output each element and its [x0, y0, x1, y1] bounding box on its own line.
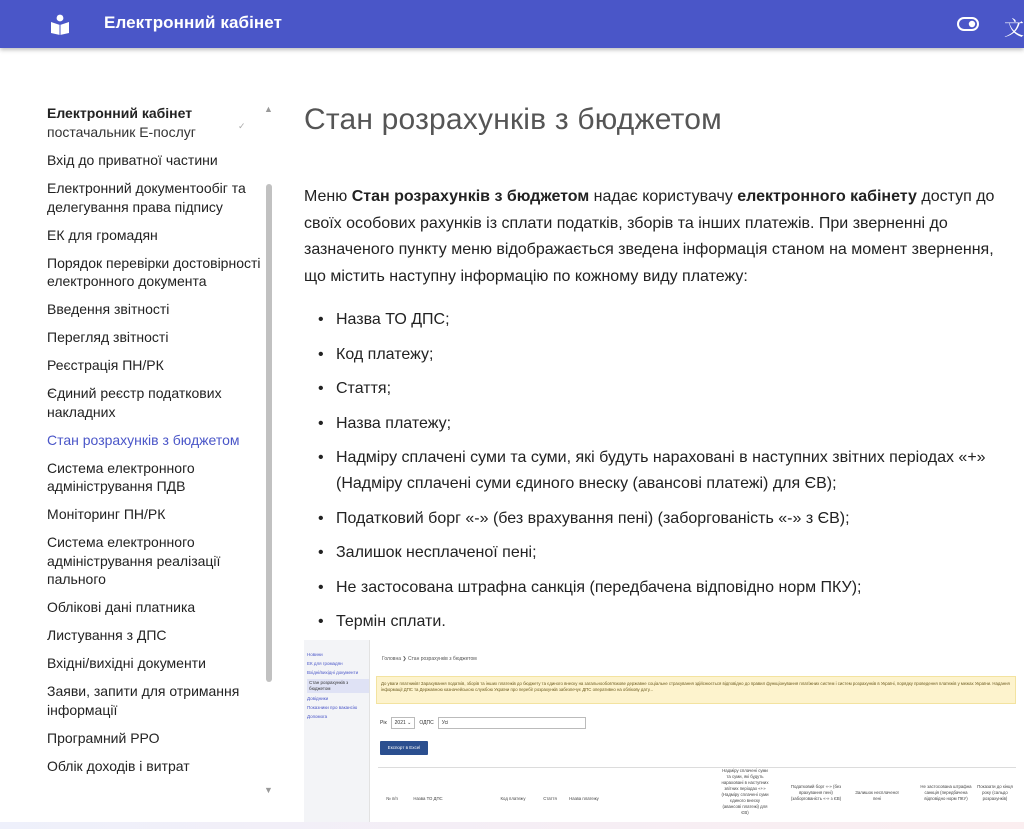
screenshot-year-value: 2021 [394, 720, 406, 726]
sidebar-item[interactable]: Вхідні/вихідні документи [47, 655, 206, 671]
app-title[interactable]: Електронний кабінет [104, 13, 283, 32]
screenshot-export-button: Експорт в Excel [380, 741, 428, 755]
sidebar-item[interactable]: Система електронного адміністрування реалізації пального [47, 534, 221, 587]
screenshot-col: Залишок несплаченої пені [855, 790, 899, 801]
sidebar-item[interactable]: Облікові дані платника [47, 599, 196, 615]
bottom-gradient-strip [0, 822, 1024, 829]
screenshot-side-item: Довідники [307, 696, 329, 701]
screenshot-side-item: Вхідні/вихідні документи [307, 670, 359, 675]
screenshot-side-item: ЕК для громадян [307, 661, 343, 666]
intro-text: доступ до своїх особових рахунків із сплати податків, зборів та інших платежів. При зверненні до зазначеного пункту меню відображається зведена інформація станом на момент звернення, що містить наступну інформацію по кожному виду платежу: [304, 188, 995, 285]
screenshot-col: Назва платежу [569, 796, 599, 801]
sidebar-item[interactable]: Заяви, запити для отримання інформації [47, 683, 240, 718]
sidebar-item[interactable]: Вхід до приватної частини [47, 152, 218, 168]
sidebar-item-active[interactable]: Стан розрахунків з бюджетом [47, 431, 240, 448]
screenshot-odps-value: Усі [441, 720, 449, 726]
book-icon[interactable] [50, 13, 70, 35]
screenshot-filters [380, 717, 586, 729]
screenshot-col: Назва ТО ДПС [413, 796, 443, 801]
translate-icon[interactable]: 文 [1004, 18, 1024, 40]
screenshot-col: Не застосована штрафна санкція (передбачена відповідно норм ПКУ) [920, 784, 972, 801]
screenshot-breadcrumb: Головна ❯ Стан розрахунків з бюджетом [382, 656, 477, 662]
sidebar-scrollbar[interactable] [266, 184, 272, 682]
page-title: Стан розрахунків з бюджетом [304, 103, 722, 136]
list-item: • Надміру сплачені суми та суми, які будуть нараховані в наступних звітних періодах «+» (Надміру сплачені суми єдиного внеску (авансові платежі) для ЄВ); [318, 445, 1018, 497]
list-item: • Термін сплати. [318, 609, 1018, 635]
list-item: • Стаття; [318, 376, 1018, 402]
intro-text: Меню [304, 188, 352, 205]
sidebar-item[interactable]: Єдиний реєстр податкових накладних [47, 385, 222, 420]
list-item: • Не застосована штрафна санкція (передбачена відповідно норм ПКУ); [318, 575, 1018, 601]
sidebar-nav [0, 48, 280, 829]
screenshot-col: Надміру сплачені суми та суми, які будуть нараховані в наступних звітних періодах «+» (Надміру сплачені суми єдиного внеску (авансові платежі) для ЄВ) [721, 768, 769, 815]
sidebar-item[interactable]: Реєстрація ПН/РК [47, 357, 164, 373]
screenshot-odps-label: ОДПС [419, 720, 434, 726]
sidebar-item[interactable]: Введення звітності [47, 301, 170, 317]
top-app-bar [0, 0, 1024, 48]
screenshot-side-item: Показники про вакансію [307, 705, 358, 710]
intro-paragraph [304, 184, 1016, 290]
screenshot-col: Податковий борг «-» (без врахування пені) (заборгованість «-» з ЄВ) [790, 784, 842, 801]
intro-bold-cabinet: електронного кабінету [737, 188, 917, 205]
list-item: • Код платежу; [318, 342, 1018, 368]
screenshot-col: Код платежу [500, 796, 526, 801]
screenshot-sidebar [304, 640, 370, 829]
intro-bold-menu: Стан розрахунків з бюджетом [351, 188, 590, 205]
screenshot-side-item-active: Стан розрахунків з бюджетом [307, 679, 369, 693]
sidebar-list [47, 104, 262, 785]
payment-fields-list [318, 307, 1018, 644]
screenshot-odps-select [438, 717, 586, 729]
sidebar-item[interactable]: ЕК для громадян [47, 226, 158, 243]
sidebar-item[interactable]: Перегляд звітності [47, 329, 169, 345]
scroll-up-arrow-icon[interactable]: ▲ [264, 104, 273, 114]
list-item: • Назва платежу; [318, 411, 1018, 437]
list-item: • Назва ТО ДПС; [318, 307, 1018, 333]
screenshot-side-item: Новини [307, 652, 323, 657]
intro-text: надає користувачу [589, 188, 738, 205]
sidebar-item[interactable]: Порядок перевірки достовірності електронного документа [47, 254, 261, 289]
screenshot-table-header [378, 767, 1016, 829]
example-screenshot [304, 640, 1016, 829]
screenshot-col: Показати до кінця року (сальдо розрахунків) [977, 784, 1013, 801]
sidebar-item[interactable]: Облік доходів і витрат [47, 757, 190, 774]
list-item: • Податковий борг «-» (без врахування пені) (заборгованість «-» з ЄВ); [318, 506, 1018, 532]
list-item: • Залишок несплаченої пені; [318, 540, 1018, 566]
checkmark-icon: ✓ [238, 121, 246, 131]
sidebar-item[interactable]: Програмний РРО [47, 729, 160, 746]
sidebar-item[interactable]: Електронний документообіг та делегування права підпису [47, 180, 246, 215]
screenshot-year-select: 2021 ⌄ [391, 717, 416, 729]
screenshot-notice: До уваги платників! Зарахування податків, зборів та інших платежів до бюджету та єдиного внеску на загальнообов'язкове державне соціальне страхування здійснюється відповідно до правил функціонування платіжних систем і систем розрахунків в Україні, порядку проведення платежів у межах України. Надання інформації ДПС та Державною казначейською службою України про перебіг розрахунків забезпечує ДПС оперативно на облікову дату... [376, 676, 1016, 704]
screenshot-year-label: Рік [380, 720, 387, 726]
screenshot-side-item: Допомога [307, 714, 328, 719]
sidebar-item[interactable]: Моніторинг ПН/РК [47, 506, 166, 522]
screenshot-col: Стаття [543, 796, 557, 801]
sidebar-subheading[interactable]: постачальник Е-послуг [47, 124, 196, 140]
scroll-down-arrow-icon[interactable]: ▼ [264, 785, 273, 795]
sidebar-heading[interactable]: Електронний кабінет [47, 105, 193, 121]
toggle-icon[interactable] [957, 16, 979, 32]
sidebar-item[interactable]: Система електронного адміністрування ПДВ [47, 459, 195, 494]
sidebar-item[interactable]: Листування з ДПС [47, 627, 167, 643]
screenshot-col: № п/п [386, 796, 398, 801]
